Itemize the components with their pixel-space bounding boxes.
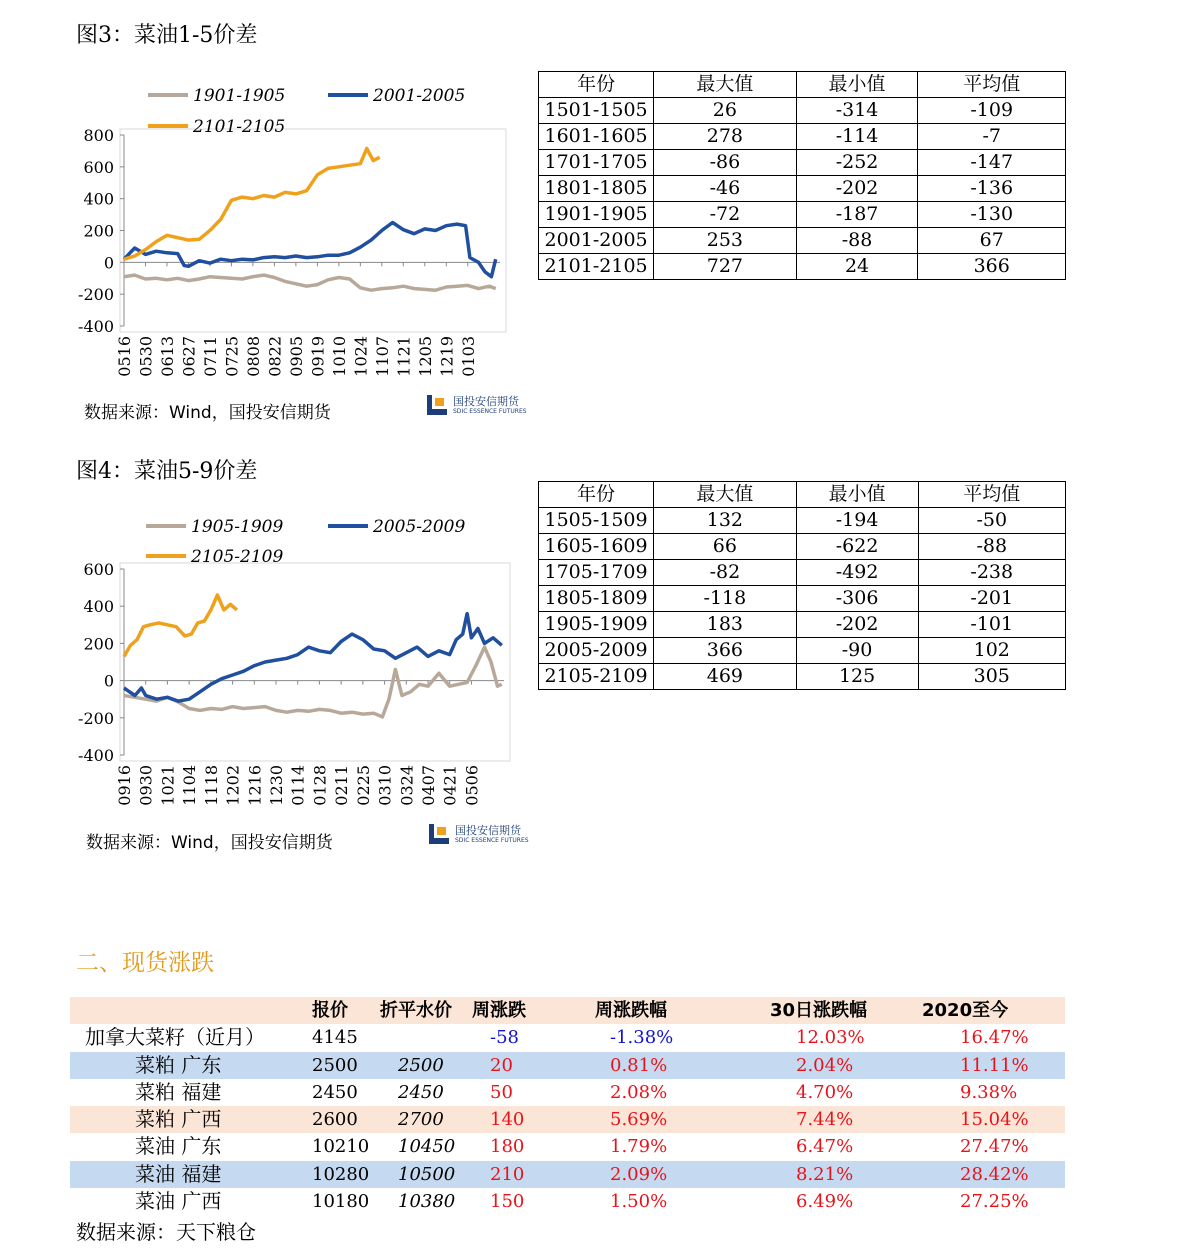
table-row [539,664,1066,690]
weekly-change-cell: 140 [490,1109,525,1131]
flat-price-cell: 2450 [398,1081,444,1103]
table-header-cell: 平均值 [918,72,1066,98]
y-tick-label: 800 [83,126,114,145]
y-tick-label: -400 [78,317,114,336]
price-cell: 2450 [312,1081,358,1103]
table-cell: -194 [796,508,918,534]
table-header-row [539,482,1066,508]
figure-3-chart [60,70,530,390]
table-cell: 366 [918,254,1066,280]
table-row [539,254,1066,280]
y-tick-label: 200 [83,221,114,241]
table-row [539,586,1066,612]
flat-price-cell: 10500 [398,1163,456,1185]
table-cell: 132 [654,508,797,534]
spot-source: 数据来源：天下粮仓 [76,1220,256,1244]
spot-row [70,1161,1065,1188]
table-cell: -46 [654,176,796,202]
plot-frame [120,563,510,761]
thirty-day-change-cell: 4.70% [796,1081,854,1103]
table-cell: -622 [796,534,918,560]
table-cell: -187 [796,202,918,228]
weekly-change-cell: 180 [490,1136,525,1158]
spot-header-row [70,997,1065,1024]
x-tick-label: 1202 [223,765,243,806]
flat-price-cell: 2500 [398,1054,444,1076]
weekly-change-pct-cell: 0.81% [610,1054,668,1076]
flat-price-cell: 10450 [398,1136,456,1158]
x-tick-label: 0407 [419,765,438,806]
table-cell: 727 [654,254,796,280]
logo-cn-text: 国投安信期货 [455,823,521,837]
plot-frame [120,129,506,332]
figure-3-title: 图3：菜油1-5价差 [76,23,258,48]
x-tick-label: 1107 [372,336,392,377]
y-tick-label: -200 [78,285,114,305]
spot-row [70,1052,1065,1079]
legend-label: 2101-2105 [193,117,286,137]
table-cell: -202 [796,176,918,202]
table-cell: 102 [918,638,1066,664]
x-tick-label: 1021 [158,765,178,806]
ytd-change-cell: 9.38% [960,1081,1018,1103]
table-row [539,202,1066,228]
table-cell: 253 [654,228,796,254]
table-cell: -82 [654,560,797,586]
product-name: 菜油 广东 [135,1134,222,1159]
table-cell: -492 [796,560,918,586]
ytd-change-cell: 27.25% [960,1191,1029,1213]
table-row [539,228,1066,254]
table-cell: -86 [654,150,796,176]
table-cell: 2005-2009 [539,638,654,664]
ytd-change-cell: 11.11% [960,1054,1029,1076]
legend-label: 2001-2005 [373,86,466,106]
table-cell: 67 [918,228,1066,254]
y-tick-label: 600 [83,560,114,579]
table-cell: 366 [654,638,797,664]
flat-price-cell: 10380 [398,1191,456,1213]
table-cell: 1601-1605 [539,124,654,150]
y-tick-label: 600 [83,157,114,177]
table-cell: -88 [918,534,1066,560]
spot-row [70,1079,1065,1106]
x-tick-label: 0103 [458,336,478,377]
table-cell: -238 [918,560,1066,586]
table-header-row [539,72,1066,98]
table-cell: -306 [796,586,918,612]
x-tick-label: 0128 [310,765,330,806]
weekly-change-cell: 210 [490,1163,525,1185]
table-cell: -101 [918,612,1066,638]
table-header-cell: 最大值 [654,72,796,98]
y-tick-label: 400 [83,597,114,617]
x-tick-label: 1104 [180,765,200,806]
table-cell: -136 [918,176,1066,202]
sdic-logo-icon [426,394,448,416]
x-tick-label: 0324 [397,765,417,806]
logo-en-text: SDIC ESSENCE FUTURES [453,407,527,415]
table-cell: 2101-2105 [539,254,654,280]
price-cell: 10210 [312,1136,370,1158]
table-header-cell: 最小值 [796,482,918,508]
table-cell: -201 [918,586,1066,612]
series-line-1905-1909 [124,647,502,717]
ytd-change-cell: 27.47% [960,1136,1029,1158]
table-cell: 1805-1809 [539,586,654,612]
table-cell: 1705-1709 [539,560,654,586]
table-cell: 26 [654,98,796,124]
table-row [539,534,1066,560]
x-tick-label: 1118 [201,765,221,806]
logo-cn-text: 国投安信期货 [453,394,519,408]
price-cell: 2600 [312,1109,358,1131]
spot-row [70,1133,1065,1160]
table-cell: -7 [918,124,1066,150]
y-tick-label: 200 [83,634,114,654]
x-tick-label: 0310 [375,765,395,806]
table-cell: -114 [796,124,918,150]
table-cell: 2105-2109 [539,664,654,690]
table-row [539,612,1066,638]
table-cell: -130 [918,202,1066,228]
table-cell: 1505-1509 [539,508,654,534]
weekly-change-cell: 20 [490,1054,513,1076]
x-tick-label: 0905 [286,336,306,377]
x-tick-label: 1219 [437,336,457,377]
figure-4-source: 数据来源：Wind，国投安信期货 [86,833,333,853]
table-cell: -88 [796,228,918,254]
table-cell: -202 [796,612,918,638]
y-tick-label: 0 [103,253,114,273]
x-tick-label: 0613 [157,336,177,377]
table-cell: 1701-1705 [539,150,654,176]
x-tick-label: 0627 [179,336,199,377]
spot-row [70,1024,1065,1051]
section-title: 二、现货涨跌 [76,950,214,976]
product-name: 菜粕 广西 [135,1107,222,1132]
table-header-cell: 平均值 [918,482,1066,508]
header-price: 报价 [312,1000,348,1021]
price-cell: 4145 [312,1027,358,1049]
table-cell: 2001-2005 [539,228,654,254]
table-cell: 24 [796,254,918,280]
spot-price-table [70,997,1065,1215]
weekly-change-cell: 150 [490,1191,525,1213]
y-tick-label: -200 [78,708,114,728]
table-cell: -314 [796,98,918,124]
table-cell: 183 [654,612,797,638]
weekly-change-cell: 50 [490,1081,513,1103]
thirty-day-change-cell: 6.49% [796,1191,854,1213]
figure-3-source: 数据来源：Wind，国投安信期货 [84,403,331,423]
series-line-2101-2105 [124,149,380,260]
x-tick-label: 0808 [243,336,263,377]
x-tick-label: 0421 [440,765,460,806]
weekly-change-pct-cell: 2.08% [610,1081,668,1103]
x-tick-label: 0725 [222,336,242,377]
y-tick-label: -400 [78,746,114,765]
header-flat-price: 折平水价 [380,1000,452,1021]
ytd-change-cell: 15.04% [960,1109,1029,1131]
price-cell: 10280 [312,1163,370,1185]
x-tick-label: 1216 [245,765,265,806]
figure-3-stats-table [538,71,1066,280]
table-cell: -147 [918,150,1066,176]
series-line-2005-2009 [124,614,502,702]
x-tick-label: 0530 [136,336,156,377]
table-cell: 1605-1609 [539,534,654,560]
flat-price-cell: 2700 [398,1109,444,1131]
table-header-cell: 最小值 [796,72,918,98]
table-cell: 469 [654,664,797,690]
product-name: 菜粕 福建 [135,1079,222,1104]
figure-4-stats-table [538,481,1066,690]
table-cell: 66 [654,534,797,560]
table-cell: -118 [654,586,797,612]
x-tick-label: 0916 [115,765,134,806]
table-cell: 1905-1909 [539,612,654,638]
header-30d-change-pct: 30日涨跌幅 [770,1000,868,1021]
figure-4-chart [60,505,530,820]
x-tick-label: 1121 [394,336,414,377]
x-tick-label: 1205 [415,336,435,377]
table-cell: 278 [654,124,796,150]
y-tick-label: 0 [103,671,114,691]
weekly-change-pct-cell: -1.38% [610,1027,674,1049]
x-tick-label: 0516 [115,336,134,377]
table-cell: 305 [918,664,1066,690]
weekly-change-cell: -58 [490,1027,519,1049]
legend-label: 2105-2109 [191,547,284,567]
x-tick-label: 0822 [265,336,285,377]
price-cell: 2500 [312,1054,358,1076]
table-cell: 1801-1805 [539,176,654,202]
legend-label: 1905-1909 [191,517,284,537]
thirty-day-change-cell: 2.04% [796,1054,854,1076]
weekly-change-pct-cell: 2.09% [610,1163,668,1185]
figure-4-logo [428,823,529,845]
figure-4-title: 图4：菜油5-9价差 [76,459,258,484]
figure-3-logo [426,394,527,416]
ytd-change-cell: 16.47% [960,1027,1029,1049]
thirty-day-change-cell: 7.44% [796,1109,854,1131]
table-row [539,124,1066,150]
x-tick-label: 0225 [353,765,373,806]
thirty-day-change-cell: 12.03% [796,1027,865,1049]
table-row [539,98,1066,124]
logo-en-text: SDIC ESSENCE FUTURES [455,836,529,844]
thirty-day-change-cell: 8.21% [796,1163,854,1185]
ytd-change-cell: 28.42% [960,1163,1029,1185]
x-tick-label: 0711 [200,336,220,377]
sdic-logo-icon [428,823,450,845]
x-tick-label: 0919 [308,336,328,377]
product-name: 菜油 广西 [135,1189,222,1214]
x-tick-label: 1024 [351,336,371,377]
series-line-2105-2109 [124,595,237,656]
x-tick-label: 0930 [136,765,156,806]
weekly-change-pct-cell: 1.50% [610,1191,668,1213]
weekly-change-pct-cell: 5.69% [610,1109,668,1131]
product-name: 加拿大菜籽（近月） [85,1025,265,1050]
table-cell: 125 [796,664,918,690]
table-cell: -72 [654,202,796,228]
table-cell: -50 [918,508,1066,534]
x-tick-label: 1230 [267,765,286,806]
table-cell: -90 [796,638,918,664]
table-cell: -252 [796,150,918,176]
x-tick-label: 1010 [329,336,349,377]
header-weekly-change: 周涨跌 [472,1000,526,1021]
table-row [539,508,1066,534]
weekly-change-pct-cell: 1.79% [610,1136,668,1158]
header-weekly-change-pct: 周涨跌幅 [595,1000,667,1021]
legend-label: 2005-2009 [373,517,466,537]
series-line-2001-2005 [124,223,496,277]
legend-label: 1901-1905 [193,86,286,106]
header-ytd-change: 2020至今 [922,1000,1009,1021]
x-tick-label: 0211 [332,765,352,806]
product-name: 菜粕 广东 [135,1052,222,1077]
table-header-cell: 最大值 [654,482,797,508]
thirty-day-change-cell: 6.47% [796,1136,854,1158]
x-tick-label: 0506 [462,765,482,806]
table-header-cell: 年份 [539,72,654,98]
table-row [539,150,1066,176]
table-row [539,176,1066,202]
series-line-1901-1905 [124,275,496,290]
product-name: 菜油 福建 [135,1161,222,1186]
table-cell: -109 [918,98,1066,124]
spot-row [70,1106,1065,1133]
table-cell: 1501-1505 [539,98,654,124]
table-row [539,638,1066,664]
spot-row [70,1188,1065,1215]
y-tick-label: 400 [83,189,114,209]
price-cell: 10180 [312,1191,370,1213]
table-cell: 1901-1905 [539,202,654,228]
table-header-cell: 年份 [539,482,654,508]
table-row [539,560,1066,586]
x-tick-label: 0114 [288,765,308,806]
